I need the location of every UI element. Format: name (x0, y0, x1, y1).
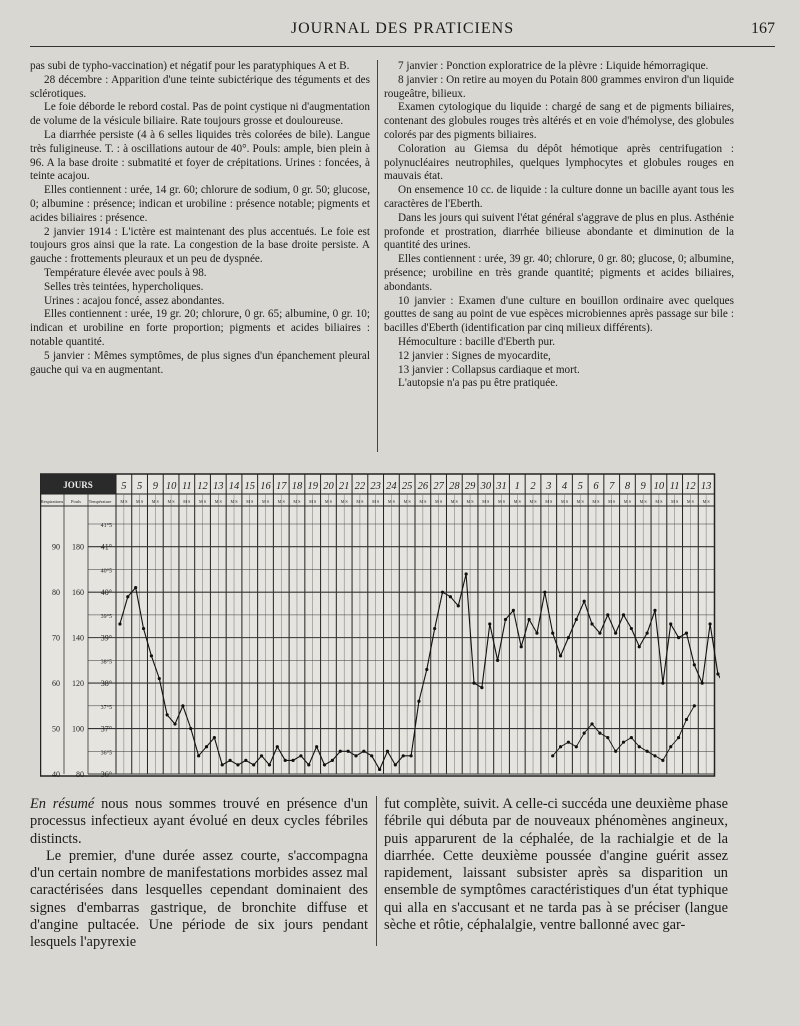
ms-label: M S (576, 499, 584, 504)
temperature-curve-point (150, 654, 153, 657)
paragraph: pas subi de typho-vaccination) et négatif pour les paratyphiques A et B. (30, 60, 350, 72)
ms-label: M S (261, 499, 270, 504)
paragraph: Elles contiennent : urée, 19 gr. 20; chlorure, 0 gr. 65; albumine, 0 gr. 10; indican et urobiline en forte proportion; pigments et acides biliaires : notable quantité. (30, 308, 370, 348)
temperature-curve-point (590, 622, 593, 625)
left-column (30, 60, 370, 377)
paragraph: Selles très teintées, hypercholiques. (44, 280, 204, 293)
paragraph: On ensemence 10 cc. de liquide : la culture donne un bacille ayant tous les caractères de l'Eberth. (384, 184, 734, 210)
ms-label: M S (702, 499, 710, 504)
temperature-curve-point (291, 759, 294, 762)
day-label: 9 (640, 481, 646, 492)
temperature-curve-point (551, 631, 554, 634)
ms-label: M S (529, 499, 537, 504)
ms-label: M S (324, 499, 333, 504)
pulse-curve-point (646, 750, 649, 753)
ms-label: M S (545, 499, 553, 504)
pulse-curve-point (559, 745, 562, 748)
column-divider (377, 60, 378, 452)
ms-label: M S (214, 499, 222, 504)
temperature-curve-point (472, 681, 475, 684)
day-label: 27 (433, 481, 444, 492)
ms-label: M S (497, 499, 506, 504)
temperature-curve-point (425, 668, 428, 671)
pulse-curve-point (677, 736, 680, 739)
pulse-curve-point (638, 745, 641, 748)
temperature-curve-point (520, 645, 523, 648)
ms-label: M S (639, 499, 647, 504)
sub-label: Respirations (40, 499, 64, 504)
day-label: 10 (165, 481, 177, 492)
summary-heading: En résumé (30, 796, 95, 812)
paragraph: 7 janvier : Ponction exploratrice de la plèvre : Liquide hémorragique. (398, 60, 709, 72)
day-label: 11 (181, 481, 192, 492)
ms-label: M S (309, 499, 317, 504)
temperature-curve-point (638, 645, 641, 648)
pulse-curve-point (590, 722, 593, 725)
temp-tick-label: 41°5 (100, 523, 112, 529)
temperature-curve-point (417, 700, 420, 703)
temperature-curve-point (677, 636, 680, 639)
temperature-curve-point (457, 604, 460, 607)
temperature-curve-point (661, 681, 664, 684)
day-label: 26 (417, 481, 429, 492)
temperature-curve-point (559, 654, 562, 657)
day-label: 28 (449, 481, 460, 492)
day-label: 18 (291, 481, 303, 492)
day-label: 24 (386, 481, 397, 492)
temperature-curve-point (567, 636, 570, 639)
ms-label: M S (450, 499, 458, 504)
temp-tick-label: 37°5 (100, 704, 112, 711)
day-label: 5 (136, 481, 143, 492)
paragraph: Elles contiennent : urée, 39 gr. 40; chlorure, 0 gr. 80; glucose, 0; albumine, présence; urobiline en très grande quantité; pigments et acides biliaires, abondants. (384, 253, 734, 293)
paragraph: Urines : acajou foncé, assez abondantes. (44, 294, 225, 307)
temperature-curve-point (693, 663, 696, 666)
day-label: 15 (244, 481, 256, 492)
ms-label: M S (151, 499, 159, 504)
temperature-curve-point (276, 745, 279, 748)
temperature-curve-point (323, 763, 326, 766)
temperature-curve-point (362, 750, 365, 753)
day-label: 6 (593, 481, 599, 492)
sub-label: Température (88, 499, 112, 504)
ms-label: M S (356, 499, 364, 504)
temperature-curve-point (606, 613, 609, 616)
ms-label: M S (120, 499, 128, 504)
temp-tick-label: 41° (100, 542, 112, 552)
pulse-curve-point (575, 745, 578, 748)
temperature-curve-point (244, 759, 247, 762)
temperature-curve-point (512, 609, 515, 612)
temp-tick-label: 39°5 (100, 613, 112, 620)
ms-label: M S (230, 499, 238, 504)
ms-label: M S (246, 499, 254, 504)
ms-label: M S (435, 499, 443, 504)
day-label: 22 (354, 481, 366, 492)
temperature-curve-point (433, 627, 436, 630)
pulse-curve-point (630, 736, 633, 739)
pulse-curve-point (685, 718, 688, 721)
ms-label: M S (372, 499, 380, 504)
temperature-curve-point (284, 759, 287, 762)
temperature-curve-point (299, 754, 302, 757)
ms-label: M S (136, 499, 144, 504)
ms-label: M S (623, 499, 632, 504)
temp-tick-label: 39° (100, 633, 112, 643)
ms-label: M S (513, 499, 521, 504)
temp-tick-label: 40°5 (100, 568, 112, 575)
day-label: 5 (577, 481, 583, 492)
temperature-curve-point (260, 754, 263, 757)
pulse-curve-point (693, 704, 696, 707)
paragraph: 8 janvier : On retire au moyen du Potain 800 grammes environ d'un liquide rougeâtre, bilieux. (384, 73, 735, 100)
summary-paragraph: Le premier, d'une durée assez courte, s'accompagna d'un certain nombre de manifestations morbides assez mal caractérisées dans lesquelles cependant dominaient des signes d'embarras gastrique, de bronchite diffuse et d'angine pultacée. Une période de six jours pendant lesquels l'apyrexie (30, 847, 368, 951)
ms-label: M S (655, 499, 663, 504)
day-label: 20 (323, 481, 334, 492)
temp-tick-label: 40° (100, 588, 112, 598)
temperature-curve-point (685, 631, 688, 634)
summary-paragraph: fut complète, suivit. A celle-ci succéda une deuxième phase fébrile qui débuta par de nouveaux phénomènes angineux, puis apparurent de la céphalée, de la rachialgie et de la diarrhée. Cette deuxième poussée d'angine guérit assez rapidement, laissant subsister après sa disparition un ensemble de symptômes caractéristiques d'un état typhique qui alla en s'accusant et ne tarda pas à se préciser (langue sèche et rôtie, céphalalgie, ventre ballonné avec gar- (384, 796, 728, 934)
temperature-curve-point (197, 754, 200, 757)
paragraph: 28 décembre : Apparition d'une teinte subictérique des téguments et des sclérotiques. (30, 73, 370, 100)
temp-tick-label: 37° (100, 724, 112, 734)
pulse-tick-label: 100 (72, 724, 84, 734)
temperature-curve-point (527, 618, 530, 621)
ms-label: M S (560, 499, 569, 504)
resp-tick-label: 40 (52, 770, 60, 778)
temp-tick-label: 36°5 (100, 750, 112, 757)
resp-tick-label: 70 (52, 633, 60, 643)
paragraph: Dans les jours qui suivent l'état général s'aggrave de plus en plus. Asthénie profonde et prostration, diarrhée bilieuse abondante et diminution de la quantité des urines. (384, 211, 734, 252)
temperature-curve-point (630, 627, 633, 630)
temp-tick-label: 38° (100, 679, 112, 689)
pulse-tick-label: 160 (72, 588, 84, 598)
pulse-curve-point (598, 731, 601, 734)
temperature-curve-point (166, 713, 169, 716)
paragraph: 2 janvier 1914 : L'ictère est maintenant des plus accentués. Le foie est toujours gros ainsi que la rate. La congestion de la base droite persiste. A gauche : frottements pleuraux et un peu de dyspnée. (30, 225, 370, 266)
day-label: 30 (480, 481, 492, 492)
pulse-curve-point (606, 736, 609, 739)
ms-label: M S (686, 499, 694, 504)
ms-label: M S (183, 499, 191, 504)
temperature-curve-point (394, 763, 397, 766)
pulse-curve-point (583, 731, 586, 734)
paragraph: Elles contiennent : urée, 14 gr. 60; chlorure de sodium, 0 gr. 50; glucose, 0; albumine : présence; indican et urobiline : présence notable; pigments et acides biliaires : présence. (30, 184, 370, 224)
summary-left-column (30, 796, 368, 952)
resp-tick-label: 80 (52, 588, 60, 598)
paragraph: Hémoculture : bacille d'Eberth pur. (398, 335, 556, 348)
pulse-curve-point (551, 754, 554, 757)
temperature-curve-point (173, 722, 176, 725)
day-label: 4 (561, 481, 568, 492)
page-number: 167 (751, 20, 775, 37)
temperature-curve-point (575, 618, 578, 621)
day-label: 9 (152, 481, 158, 492)
temperature-curve-point (543, 591, 546, 594)
pulse-curve-point (614, 750, 617, 753)
day-label: 17 (275, 481, 287, 492)
day-label: 13 (700, 481, 712, 492)
paragraph: Température élevée avec pouls à 98. (44, 266, 207, 279)
pulse-tick-label: 140 (72, 633, 84, 643)
temperature-curve-point (347, 750, 350, 753)
paragraph: 12 janvier : Signes de myocardite, (398, 349, 551, 362)
summary-paragraph (30, 796, 368, 848)
sub-label: Pouls (70, 499, 82, 504)
paragraph: La diarrhée persiste (4 à 6 selles liquides très colorées de bile). Langue très fuligineuse. T. : à oscillations autour de 40°. Pouls: ample, bien plein à 96. A la base droite : submatité et foyer de crépitations. Urines : foncées, à teinte acajou. (30, 128, 370, 183)
temperature-curve-point (480, 686, 483, 689)
pulse-curve-point (567, 741, 570, 744)
temperature-curve-point (583, 600, 586, 603)
temperature-curve-point (189, 727, 192, 730)
temperature-curve-point (488, 622, 491, 625)
pulse-tick-label: 120 (72, 679, 84, 689)
ms-label: M S (277, 499, 285, 504)
temperature-curve-point (268, 763, 271, 766)
pulse-tick-label: 180 (72, 542, 84, 552)
temperature-curve-point (535, 631, 538, 634)
day-label: 31 (496, 481, 507, 492)
pulse-curve-point (669, 745, 672, 748)
day-label: 29 (464, 481, 476, 492)
temperature-curve-point (181, 704, 184, 707)
temperature-curve-point (669, 622, 672, 625)
ms-label: M S (419, 499, 427, 504)
temperature-curve-point (228, 759, 231, 762)
pulse-curve-point (653, 754, 656, 757)
temperature-curve-point (598, 631, 601, 634)
pulse-tick-label: 80 (76, 770, 84, 778)
temperature-curve-point (701, 681, 704, 684)
day-label: 8 (624, 481, 631, 492)
temperature-curve-point (708, 622, 711, 625)
temperature-curve-point (118, 622, 121, 625)
day-label: 16 (260, 481, 271, 492)
paragraph: Examen cytologique du liquide : chargé de sang et de pigments biliaires, contenant des globules rouges très altérés et en voie d'hémolyse, des globules colorés par des pigments biliaires. (384, 101, 734, 141)
temperature-curve-point (716, 672, 719, 675)
day-label: 14 (228, 481, 240, 492)
temperature-curve-point (378, 768, 381, 771)
temperature-curve-point (614, 631, 617, 634)
temperature-curve-point (370, 754, 373, 757)
ms-label: M S (387, 499, 395, 504)
ms-label: M S (340, 499, 348, 504)
temperature-curve-point (465, 572, 468, 575)
day-label: 5 (121, 481, 127, 492)
paragraph: Le foie déborde le rebord costal. Pas de point cystique ni d'augmentation de volume de la vésicule biliaire. Rate toujours grosse et douloureuse. (30, 101, 370, 128)
ms-label: M S (592, 499, 600, 504)
paragraph: L'autopsie n'a pas pu être pratiquée. (398, 377, 558, 390)
day-label: 1 (514, 481, 520, 492)
day-label: 3 (546, 481, 552, 492)
header-rule (30, 46, 775, 47)
temp-tick-label: 38°5 (100, 659, 112, 666)
temperature-curve-point (653, 609, 656, 612)
temperature-curve-point (504, 618, 507, 621)
column-divider (376, 796, 377, 946)
chart-frame (41, 474, 715, 776)
ms-label: M S (293, 499, 301, 504)
temperature-curve-point (142, 627, 145, 630)
paragraph: 10 janvier : Examen d'une culture en bouillon ordinaire avec quelques gouttes de sang au point de vue espèces microbiennes après passage sur bile : bacilles d'Eberth (identification par cinq milieux différents). (384, 294, 734, 335)
paragraph: 13 janvier : Collapsus cardiaque et mort. (398, 363, 580, 376)
resp-tick-label: 90 (52, 542, 60, 552)
temperature-curve-point (134, 586, 137, 589)
ms-label: M S (482, 499, 490, 504)
day-label: 25 (401, 481, 413, 492)
day-label: 7 (609, 481, 615, 492)
temperature-curve-point (409, 754, 412, 757)
day-label: 12 (685, 481, 696, 492)
pulse-curve-point (622, 741, 625, 744)
ms-label: M S (466, 499, 474, 504)
day-label: 10 (653, 481, 665, 492)
temperature-curve-point (441, 591, 444, 594)
day-label: 21 (338, 481, 350, 492)
temperature-curve-point (449, 595, 452, 598)
temperature-curve-point (315, 745, 318, 748)
resp-tick-label: 50 (52, 724, 60, 734)
day-label: 12 (197, 481, 208, 492)
temperature-chart (40, 468, 720, 778)
day-label: 11 (669, 481, 680, 492)
ms-label: M S (403, 499, 411, 504)
ms-label: M S (608, 499, 616, 504)
temperature-curve-point (236, 763, 239, 766)
day-label: 2 (530, 481, 536, 492)
day-label: 19 (307, 481, 318, 492)
temperature-curve-point (158, 677, 161, 680)
day-label: 13 (213, 481, 224, 492)
paragraph: Coloration au Giemsa du dépôt hémotique après centrifugation : polynucléaires neutrophiles, quelques lymphocytes et globules rouges en mauvais état. (384, 142, 734, 183)
temperature-curve-point (402, 754, 405, 757)
journal-title: JOURNAL DES PRATICIENS (290, 20, 515, 37)
ms-label: M S (671, 499, 679, 504)
journal-header (30, 16, 775, 46)
temperature-curve-point (221, 763, 224, 766)
temperature-curve-point (339, 750, 342, 753)
temperature-curve-point (252, 763, 255, 766)
summary-text: nous nous sommes trouvé en présence d'un processus infectieux ayant évolué en deux cycles fébriles distincts. (30, 796, 368, 847)
resp-tick-label: 60 (52, 679, 60, 689)
temperature-chart-svg (40, 468, 720, 778)
temperature-curve-point (496, 659, 499, 662)
temperature-curve-point (354, 754, 357, 757)
temperature-curve-point (213, 736, 216, 739)
pulse-curve-point (661, 759, 664, 762)
temperature-curve-point (126, 595, 129, 598)
temp-tick-label: 36° (100, 770, 112, 778)
temperature-curve-point (622, 613, 625, 616)
ms-label: M S (198, 499, 207, 504)
right-column (384, 60, 734, 391)
temperature-curve-point (205, 745, 208, 748)
summary-right-column (384, 796, 728, 934)
temperature-curve-point (646, 631, 649, 634)
paragraph: 5 janvier : Mêmes symptômes, de plus signes d'un épanchement pleural gauche qui va en augmentant. (30, 349, 370, 376)
day-label: 23 (370, 481, 381, 492)
temperature-curve-point (331, 759, 334, 762)
jours-label: JOURS (63, 480, 93, 490)
ms-label: M S (167, 499, 175, 504)
temperature-curve-point (307, 763, 310, 766)
temperature-curve-point (386, 750, 389, 753)
